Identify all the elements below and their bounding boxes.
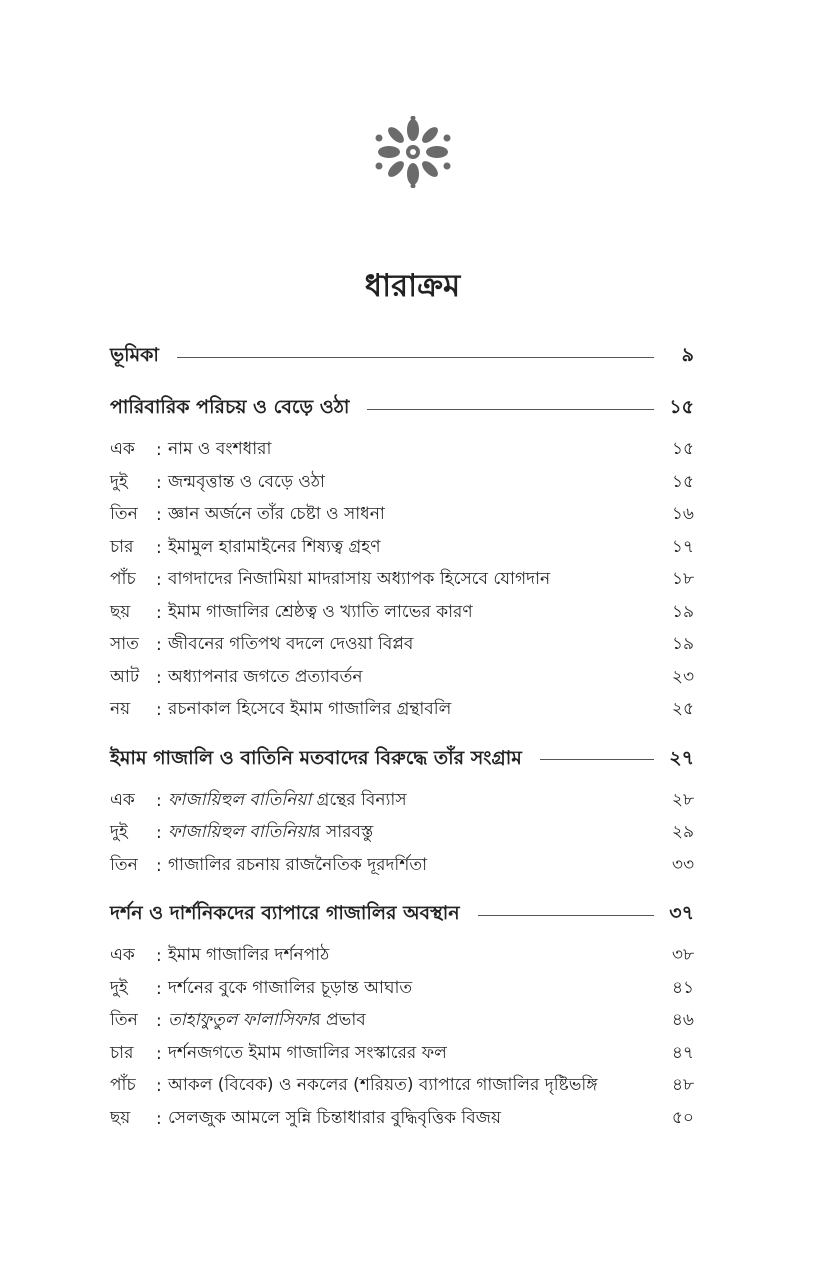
section-title: ইমাম গাজালি ও বাতিনি মতবাদের বিরুদ্ধে তাঁর সংগ্রাম [110,746,522,769]
colon-separator: : [156,946,162,967]
chapter-page-number: ১৯ [671,601,694,622]
section-page-number: ১৫ [669,396,694,418]
chapter-title [168,534,664,562]
table-of-contents [110,338,694,1135]
colon-separator: : [156,855,162,876]
colon-separator: : [156,440,162,461]
toc-chapter-row[interactable] [110,1070,694,1103]
chapter-title-italic: ফাজায়িহুল বাতিনিয়া [168,789,312,810]
toc-chapter-row[interactable] [110,564,694,597]
chapter-page-number: ৪৬ [671,1010,694,1031]
chapter-title-text: রচনাকাল হিসেবে ইমাম গাজালির গ্রন্থাবলি [168,699,452,720]
chapter-page-number: ২৯ [671,822,694,843]
colon-separator: : [156,1011,162,1032]
colon-separator: : [156,635,162,656]
chapter-title-text: ইমাম গাজালির শ্রেষ্ঠত্ব ও খ্যাতি লাভের কারণ [168,601,473,622]
toc-chapter-row[interactable] [110,597,694,630]
chapter-number: পাঁচ [110,1075,136,1096]
chapter-number: নয় [110,699,131,720]
toc-chapter-row[interactable] [110,940,694,973]
chapter-title-text: ইমামুল হারামাইনের শিষ্যত্ব গ্রহণ [168,536,381,557]
chapter-title [168,1007,664,1035]
colon-separator: : [156,667,162,688]
colon-separator: : [156,1043,162,1064]
chapter-title-text: বাগদাদের নিজামিয়া মাদরাসায় অধ্যাপক হিসেবে যোগদান [168,569,551,590]
leader-rule [367,409,654,410]
section-page-number: ৯ [681,344,694,366]
chapter-title [168,436,664,464]
chapter-page-number: ৪১ [671,977,694,998]
colon-separator: : [156,537,162,558]
colon-separator: : [156,1108,162,1129]
chapter-number: তিন [110,504,138,525]
chapter-page-number: ১৫ [671,471,694,492]
chapter-title-text: জ্ঞান অর্জনে তাঁর চেষ্টা ও সাধনা [168,504,385,525]
toc-chapter-row[interactable] [110,662,694,695]
toc-section-row[interactable] [110,741,694,779]
toc-chapter-row[interactable] [110,850,694,883]
toc-chapter-row[interactable] [110,1038,694,1071]
toc-section-row[interactable] [110,896,694,934]
chapter-page-number: ২৮ [671,789,694,810]
floral-ornament-icon [373,116,453,188]
toc-chapter-row[interactable] [110,1005,694,1038]
toc-chapter-row[interactable] [110,499,694,532]
section-page-number: ৩৭ [669,902,694,924]
chapter-title-text: দর্শনের বুকে গাজালির চূড়ান্ত আঘাত [168,977,413,998]
toc-chapter-row[interactable] [110,1103,694,1136]
chapter-page-number: ২৩ [671,666,694,687]
chapter-number: পাঁচ [110,569,136,590]
chapter-title [168,469,664,497]
colon-separator: : [156,823,162,844]
chapter-number: তিন [110,854,138,875]
chapter-title-text: গাজালির রচনায় রাজনৈতিক দূরদর্শিতা [168,854,428,875]
colon-separator: : [156,472,162,493]
section-title: পারিবারিক পরিচয় ও বেড়ে ওঠা [110,396,350,418]
chapter-page-number: ৫০ [671,1107,694,1128]
chapter-number: ছয় [110,601,131,622]
toc-chapter-row[interactable] [110,973,694,1006]
chapter-title [168,631,664,659]
chapter-number: চার [110,536,134,557]
chapter-title-text: সেলজুক আমলে সুন্নি চিন্তাধারার বুদ্ধিবৃত্তিক বিজয় [168,1107,501,1128]
section-title: ভূমিকা [110,344,159,366]
toc-chapter-row[interactable] [110,434,694,467]
colon-separator: : [156,1076,162,1097]
chapter-title-text: গ্রন্থের বিন্যাস [311,789,407,810]
chapter-title [168,852,664,880]
chapter-number: চার [110,1042,134,1063]
chapter-page-number: ৩৮ [671,945,694,966]
chapter-title-text: র প্রভাব [311,1010,366,1031]
chapter-title [168,1040,664,1068]
colon-separator: : [156,602,162,623]
colon-separator: : [156,790,162,811]
page-title: ধারাক্রম [364,268,461,304]
colon-separator: : [156,700,162,721]
chapter-page-number: ৪৭ [671,1042,694,1063]
chapter-title-italic: ফাজায়িহুল বাতিনিয়া [168,822,312,843]
chapter-page-number: ১৮ [671,569,694,590]
chapter-title-text: ইমাম গাজালির দর্শনপাঠ [168,945,330,966]
chapter-title [168,787,664,815]
chapter-title [168,501,664,529]
chapter-title-text: অধ্যাপনার জগতে প্রত্যাবর্তন [168,666,363,687]
chapter-number: দুই [110,822,128,843]
chapter-number: দুই [110,977,128,998]
chapter-number: আট [110,666,140,687]
leader-rule [177,357,654,358]
chapter-number: এক [110,945,135,966]
chapter-title-italic: তাহাফুতুল ফালাসিফা [168,1010,312,1031]
chapter-title [168,664,664,692]
chapter-title-text: নাম ও বংশধারা [168,439,272,460]
toc-chapter-row[interactable] [110,532,694,565]
chapter-title-text: দর্শনজগতে ইমাম গাজালির সংস্কারের ফল [168,1042,447,1063]
section-page-number: ২৭ [669,746,694,769]
toc-section-row[interactable] [110,390,694,428]
chapter-page-number: ১৯ [671,634,694,655]
chapter-number: তিন [110,1010,138,1031]
chapter-number: এক [110,789,135,810]
chapter-title [168,566,664,594]
chapter-title [168,696,664,724]
chapter-title [168,975,664,1003]
colon-separator: : [156,570,162,591]
leader-rule [478,915,654,916]
chapter-title [168,819,664,847]
chapter-page-number: ২৫ [671,699,694,720]
chapter-number: ছয় [110,1107,131,1128]
chapter-number: এক [110,439,135,460]
chapter-page-number: ১৭ [671,536,694,557]
chapter-title [168,599,664,627]
section-title: দর্শন ও দার্শনিকদের ব্যাপারে গাজালির অবস্থান [110,902,460,924]
toc-chapter-row[interactable] [110,785,694,818]
chapter-title-text: জন্মবৃত্তান্ত ও বেড়ে ওঠা [168,471,325,492]
toc-chapter-row[interactable] [110,629,694,662]
chapter-title-text: র সারবস্তু [311,822,374,843]
chapter-title-text: জীবনের গতিপথ বদলে দেওয়া বিপ্লব [168,634,414,655]
chapter-page-number: ৩৩ [671,854,694,875]
toc-chapter-row[interactable] [110,467,694,500]
leader-rule [540,759,654,760]
chapter-page-number: ১৫ [671,439,694,460]
chapter-title [168,1105,664,1133]
colon-separator: : [156,978,162,999]
chapter-title-text: আকল (বিবেক) ও নকলের (শরিয়ত) ব্যাপারে গাজালির দৃষ্টিভঙ্গি [168,1075,598,1096]
chapter-title [168,1072,664,1100]
chapter-page-number: ১৬ [671,504,694,525]
colon-separator: : [156,505,162,526]
chapter-number: দুই [110,471,128,492]
toc-chapter-row[interactable] [110,817,694,850]
chapter-number: সাত [110,634,139,655]
toc-chapter-row[interactable] [110,694,694,727]
toc-section-row[interactable] [110,338,694,376]
chapter-title [168,942,664,970]
chapter-page-number: ৪৮ [671,1075,694,1096]
